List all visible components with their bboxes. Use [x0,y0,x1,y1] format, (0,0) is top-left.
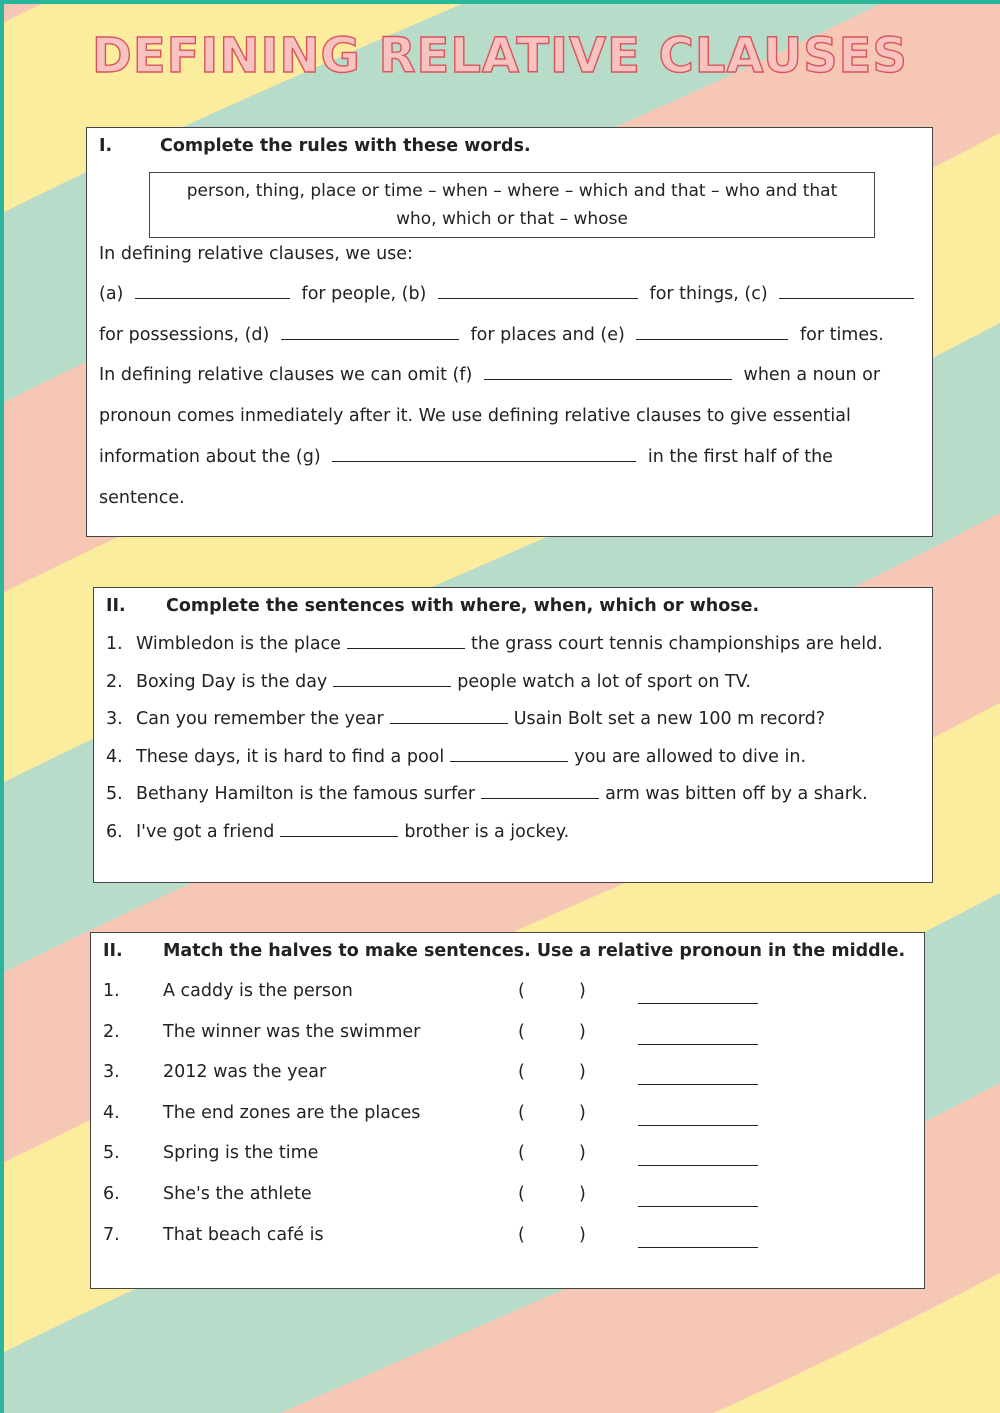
pronoun-answer-line[interactable] [638,1107,758,1126]
match-first-half: The winner was the swimmer [163,1021,421,1042]
match-first-half: A caddy is the person [163,981,353,1001]
item-number: 4. [103,1102,120,1123]
answer-blank[interactable] [481,784,599,799]
pronoun-answer-line[interactable] [638,1188,758,1207]
page-title: DEFINING RELATIVE CLAUSES [92,28,908,84]
label-b: for people, (b) [301,284,427,304]
match-first-half: She's the athlete [163,1184,312,1204]
sentence-end: Usain Bolt set a new 100 m record? [513,709,825,730]
paren-open: ( [518,981,525,1001]
pronoun-answer-line[interactable] [638,1026,758,1045]
item-number: 3. [103,1062,120,1083]
sentence-start: Can you remember the year [136,709,384,730]
paren-open: ( [518,1102,525,1123]
label-a: (a) [99,284,124,304]
sentence-start: Wimbledon is the place [136,634,341,654]
match-first-half: Spring is the time [163,1143,319,1164]
item-number: 6. [106,822,123,842]
item-number: 7. [103,1224,120,1245]
sentence-item [106,822,569,843]
label-d: for possessions, (d) [99,325,270,345]
sentence-item [106,634,883,655]
word-bank-line: person, thing, place or time – when – where – which and that – who and that [186,181,838,201]
paren-open: ( [518,1021,525,1042]
sentence-item [106,709,825,730]
paren-close: ) [579,1184,586,1204]
rule-line-d [99,325,884,346]
sentence-start: I've got a friend [136,822,275,842]
item-number: 5. [106,784,123,805]
paren-close: ) [579,1062,586,1083]
blank-f[interactable] [484,365,732,380]
section-heading: Complete the rules with these words. [160,136,531,156]
item-number: 5. [103,1143,120,1164]
item-number: 1. [103,981,120,1001]
blank-b[interactable] [438,284,638,299]
match-first-half: That beach café is [163,1224,324,1245]
rule-line-pronoun: pronoun comes inmediately after it. We use defining relative clauses to give essential [99,406,851,426]
matching-exercise-box [90,932,925,1289]
sentence-end: people watch a lot of sport on TV. [457,671,751,692]
section-heading: Complete the sentences with where, when, which or whose. [166,596,760,616]
sentence-end: the grass court tennis championships are held. [470,634,883,654]
rule-line-f [99,365,880,386]
rule-line-g [99,447,833,468]
answer-blank[interactable] [333,672,451,687]
blank-g[interactable] [332,447,636,462]
answer-blank[interactable] [280,822,398,837]
section-heading: Match the halves to make sentences. Use a relative pronoun in the middle. [163,941,906,961]
sentence-start: Boxing Day is the day [136,671,328,692]
sentence-end: you are allowed to dive in. [574,746,807,767]
label-f: In defining relative clauses we can omit (f) [99,365,473,385]
section-numeral: I. [99,136,113,156]
blank-c[interactable] [779,284,914,299]
paren-open: ( [518,1143,525,1164]
label-e: for places and (e) [470,325,625,345]
section-numeral: II. [106,596,126,616]
blank-d[interactable] [281,325,459,340]
paren-close: ) [579,1102,586,1123]
label-noun: when a noun or [743,365,881,385]
word-bank-line: who, which or that – whose [396,209,628,229]
label-first-half: in the first half of the [647,447,833,467]
match-first-half: The end zones are the places [163,1102,421,1123]
sentence-item [106,747,806,768]
rule-line-a [99,284,920,305]
match-first-half: 2012 was the year [163,1062,327,1083]
label-g: information about the (g) [99,447,321,467]
paren-open: ( [518,1224,525,1245]
sentence-start: These days, it is hard to find a pool [136,746,445,767]
label-c: for things, (c) [649,284,768,304]
pronoun-answer-line[interactable] [638,1229,758,1248]
paren-open: ( [518,1062,525,1083]
item-number: 3. [106,709,123,730]
paren-close: ) [579,1224,586,1245]
paren-close: ) [579,1021,586,1042]
item-number: 4. [106,746,123,767]
item-number: 1. [106,634,123,654]
item-number: 2. [103,1021,120,1042]
pronoun-answer-line[interactable] [638,1147,758,1166]
fill-in-exercise-box [93,587,933,883]
sentence-item [106,784,868,805]
paren-close: ) [579,1143,586,1164]
blank-a[interactable] [135,284,290,299]
blank-e[interactable] [636,325,788,340]
rules-exercise-box [86,127,933,537]
paren-close: ) [579,981,586,1001]
pronoun-answer-line[interactable] [638,1066,758,1085]
sentence-end: arm was bitten off by a shark. [605,784,868,805]
sentence-item [106,672,751,693]
answer-blank[interactable] [390,709,508,724]
item-number: 2. [106,671,123,692]
answer-blank[interactable] [450,747,568,762]
pronoun-answer-line[interactable] [638,985,758,1004]
rule-line-sentence: sentence. [99,488,185,508]
item-number: 6. [103,1184,120,1204]
label-times: for times. [799,325,884,345]
answer-blank[interactable] [347,634,465,649]
paren-open: ( [518,1184,525,1204]
section-numeral: II. [103,941,123,961]
word-bank [149,172,875,238]
sentence-end: brother is a jockey. [404,822,570,842]
sentence-start: Bethany Hamilton is the famous surfer [136,784,476,805]
rules-intro: In defining relative clauses, we use: [99,244,413,264]
